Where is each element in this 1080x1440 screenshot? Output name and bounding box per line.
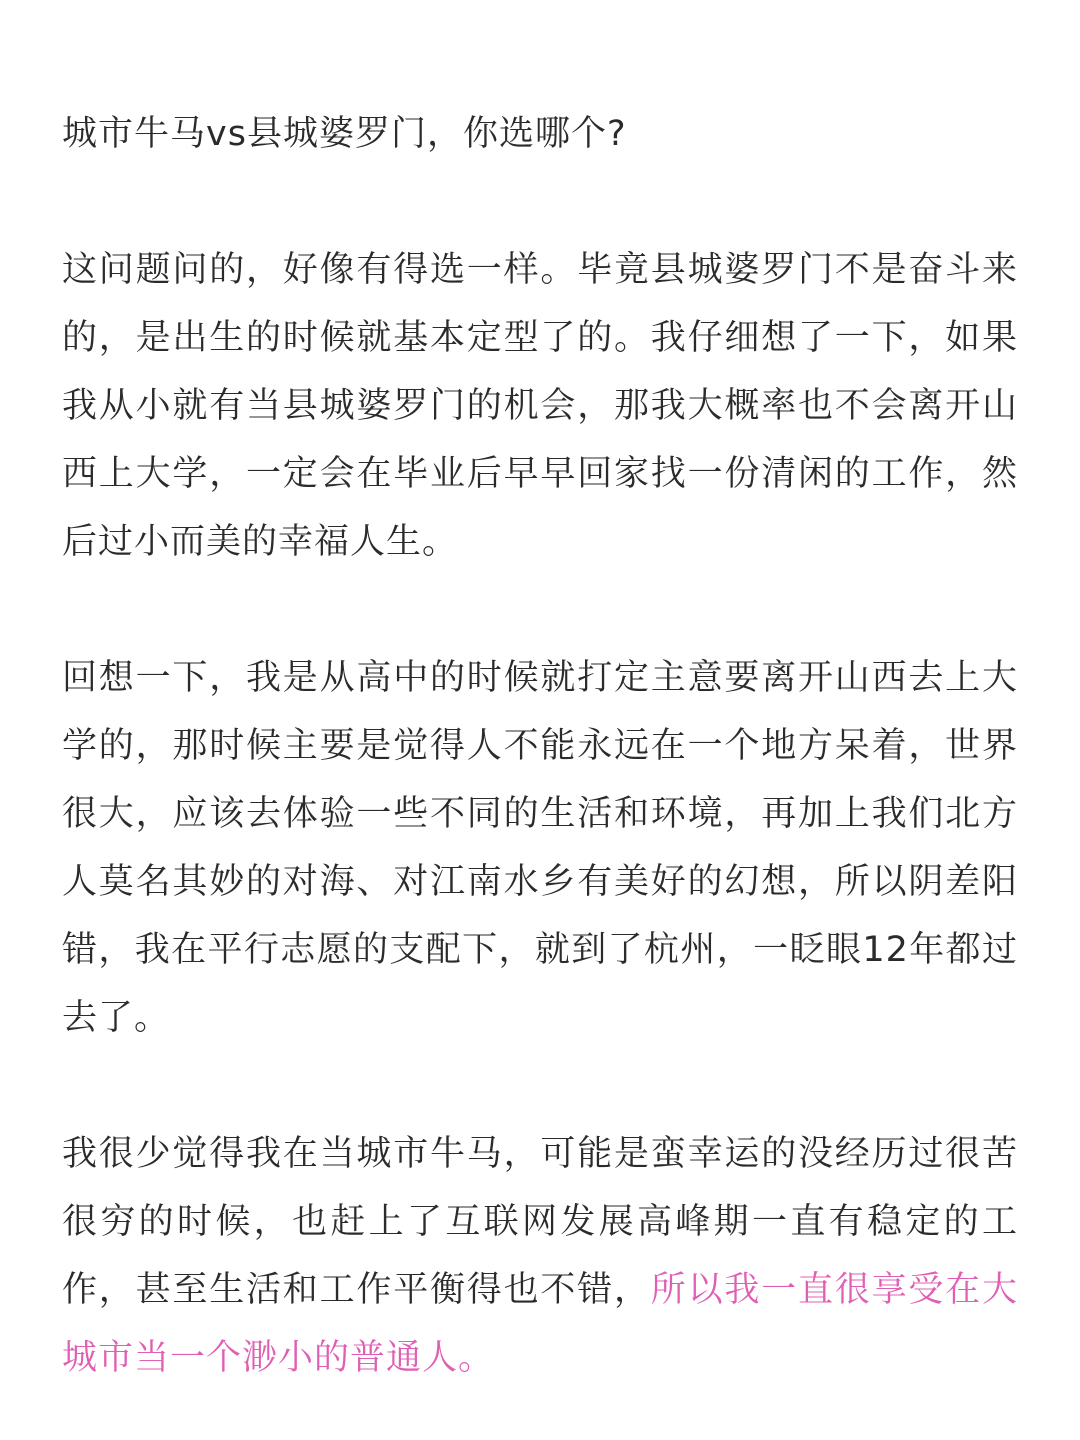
paragraph-1: 这问题问的，好像有得选一样。毕竟县城婆罗门不是奋斗来的，是出生的时候就基本定型了的。我仔细想了一下，如果我从小就有当县城婆罗门的机会，那我大概率也不会离开山西上大学，一定会在毕业后早早回家找一份清闲的工作，然后过小而美的幸福人生。 [62,250,1018,562]
paragraph-3-text: 我很少觉得我在当城市牛马，可能是蛮幸运的没经历过很苦很穷的时候，也赶上了互联网发展高峰期一直有稳定的工作，甚至生活和工作平衡得也不错， [62,1134,1018,1310]
article-title: 城市牛马vs县城婆罗门，你选哪个? [62,114,627,154]
paragraph-2: 回想一下，我是从高中的时候就打定主意要离开山西去上大学的，那时候主要是觉得人不能永远在一个地方呆着，世界很大，应该去体验一些不同的生活和环境，再加上我们北方人莫名其妙的对海、对江南水乡有美好的幻想，所以阴差阳错，我在平行志愿的支配下，就到了杭州，一眨眼12年都过去了。 [62,658,1018,1038]
article [62,100,1018,1392]
paragraph-3-highlight: 所以我一直很享受在大城市当一个渺小的普通人。 [62,1270,1018,1378]
paragraph-3 [62,1120,1018,1392]
